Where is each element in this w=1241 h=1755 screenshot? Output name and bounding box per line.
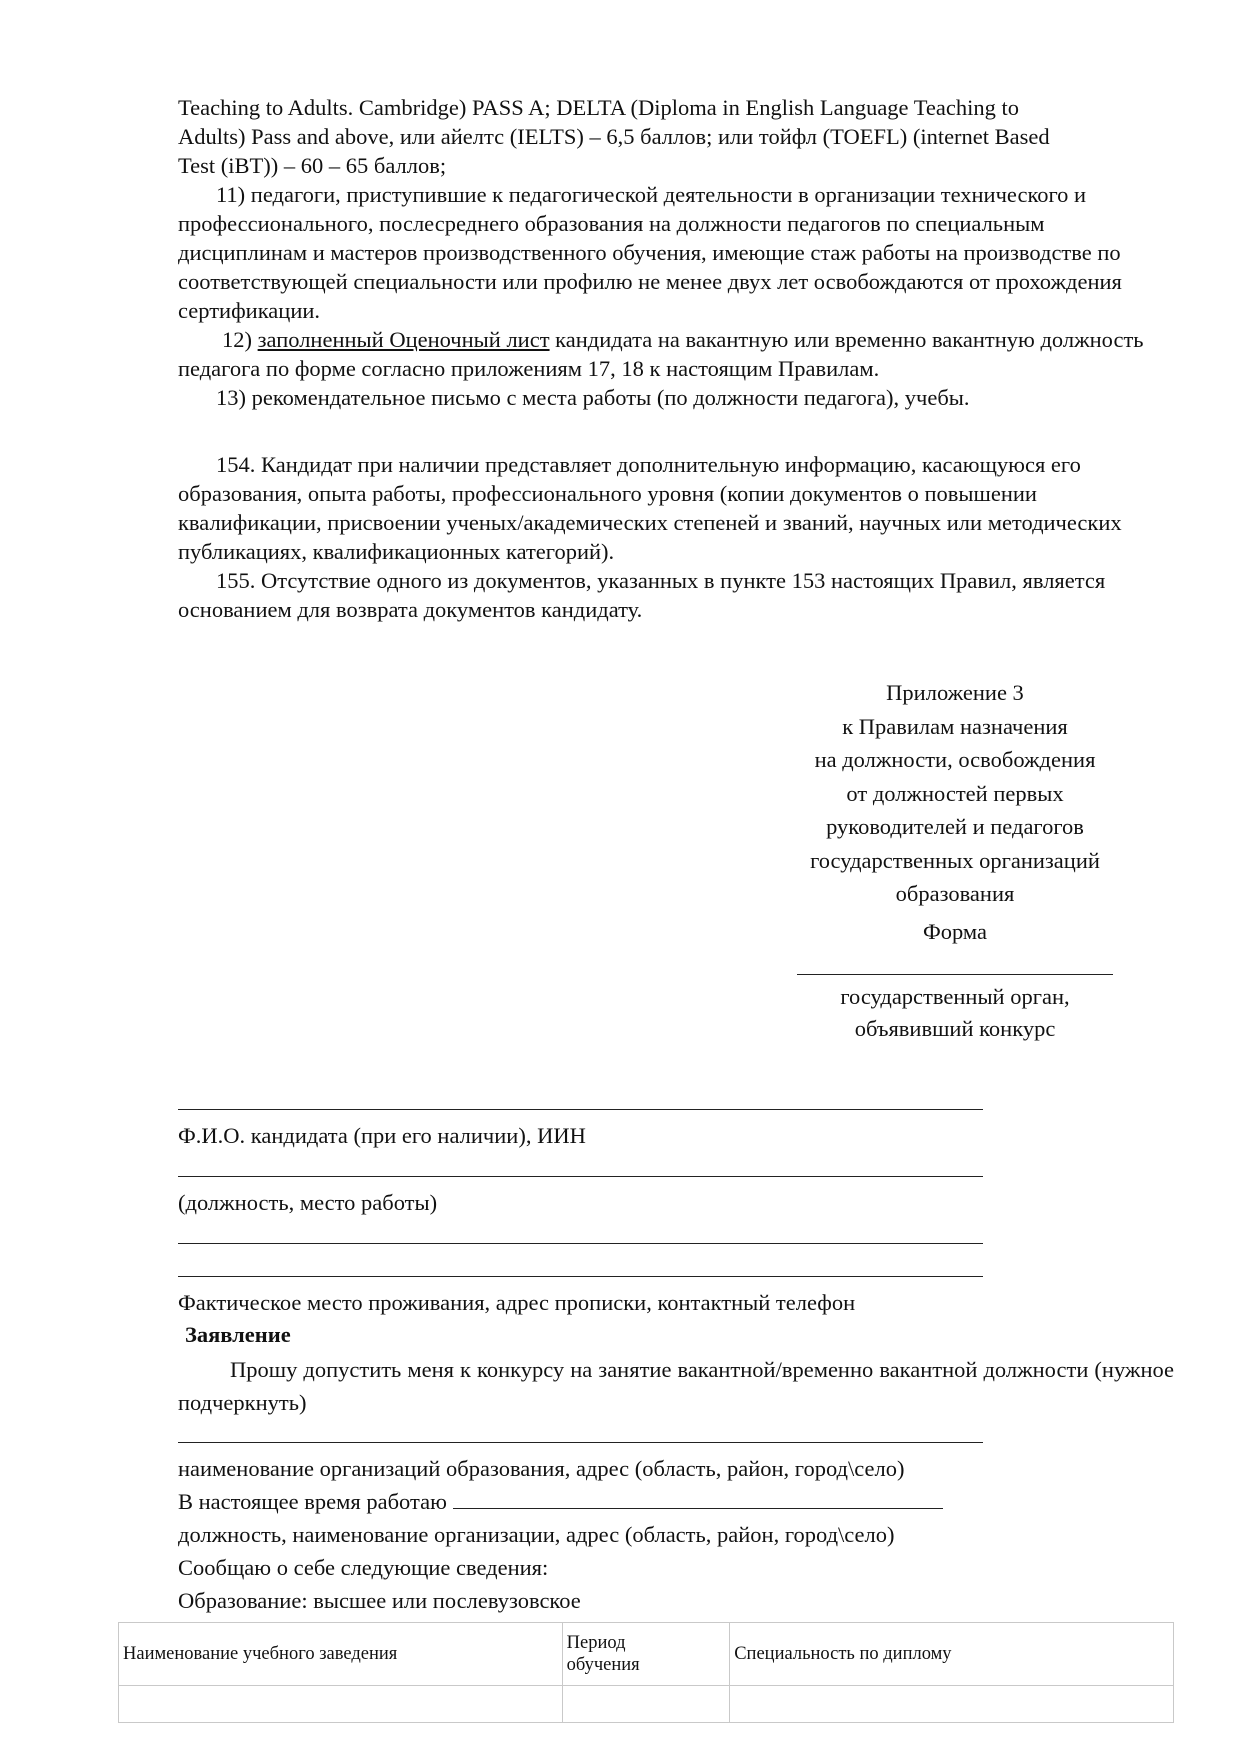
paragraph-154: 154. Кандидат при наличии представляет дополнительную информацию, касающуюся его образования, опыта работы, профессионального уровня (копии документов о повышении квалификации, присвоении ученых/академических степеней и званий, научных или методических публикациях, квалификационных категорий). [178, 452, 1122, 564]
address-blank-line[interactable] [178, 1243, 983, 1244]
table-header-row [119, 1623, 1174, 1686]
item-12-number: 12) [222, 327, 258, 352]
appendix-header [760, 676, 1150, 1045]
appendix-line: к Правилам назначения [842, 713, 1068, 739]
position-blank-line[interactable] [178, 1176, 983, 1177]
form-label: Форма [922, 918, 987, 944]
fio-blank-line[interactable] [178, 1109, 983, 1110]
text-line: Adults) Pass and above, или айелтс (IELTS) – 6,5 баллов; или тойфл (TOEFL) (internet Based [178, 124, 1050, 149]
requirements-list [178, 93, 1168, 412]
address-label: Фактическое место проживания, адрес прописки, контактный телефон [178, 1290, 856, 1315]
organization-blank-line[interactable] [178, 1442, 983, 1443]
header-period-line: обучения [566, 1655, 640, 1675]
item-11: 11) педагоги, приступившие к педагогической деятельности в организации технического и профессионального, послесреднего образования на должности педагогов по специальным дисциплинам и мастеров производственного обучения, имеющие стаж работы на производстве по соответствующей специальности или профилю не менее двух лет освобождаются от прохождения сертификации. [178, 182, 1122, 323]
period-cell[interactable] [562, 1686, 730, 1723]
appendix-line: Приложение 3 [886, 680, 1024, 705]
authority-caption: государственный орган, [840, 984, 1070, 1009]
authority-caption: объявивший конкурс [854, 1016, 1056, 1041]
education-table [118, 1622, 1174, 1723]
current-work-caption: должность, наименование организации, адрес (область, район, город\село) [178, 1522, 895, 1547]
table-row [119, 1686, 1174, 1723]
address-blank-line[interactable] [178, 1276, 983, 1277]
specialty-cell[interactable] [730, 1686, 1174, 1723]
current-work-label: В настоящее время работаю [178, 1489, 447, 1514]
current-work-blank-line[interactable] [453, 1490, 943, 1509]
appendix-line: руководителей и педагогов [826, 814, 1084, 839]
header-institution: Наименование учебного заведения [119, 1623, 563, 1686]
request-text: Прошу допустить меня к конкурсу на занятие вакантной/временно вакантной должности (нужное подчеркнуть) [178, 1357, 1174, 1415]
position-label: (должность, место работы) [178, 1190, 438, 1215]
item-13: 13) рекомендательное письмо с места работы (по должности педагога), учебы. [216, 385, 970, 410]
paragraphs-154-155 [178, 450, 1168, 624]
application-request [178, 1353, 1174, 1419]
education-label: Образование: высшее или послевузовское [178, 1588, 581, 1613]
header-period-line: Период [566, 1633, 626, 1653]
institution-cell[interactable] [119, 1686, 563, 1723]
evaluation-sheet-link[interactable]: заполненный Оценочный лист [257, 327, 550, 352]
fio-label: Ф.И.О. кандидата (при его наличии), ИИН [178, 1123, 586, 1148]
paragraph-155: 155. Отсутствие одного из документов, указанных в пункте 153 настоящих Правил, является основанием для возврата документов кандидату. [178, 568, 1106, 622]
current-work-row [178, 1489, 943, 1515]
appendix-line: образования [895, 881, 1015, 906]
authority-blank-line[interactable] [797, 960, 1113, 975]
application-heading: Заявление [185, 1322, 291, 1347]
item-12-text: кандидата на вакантную или временно вакантную должность педагога по форме согласно приложениям 17, 18 к настоящим Правилам. [178, 327, 1144, 381]
text-line: Teaching to Adults. Cambridge) PASS A; DELTA (Diploma in English Language Teaching to [178, 95, 1020, 120]
item-12 [178, 325, 1168, 383]
appendix-line: государственных организаций [810, 847, 1100, 873]
info-intro: Сообщаю о себе следующие сведения: [178, 1555, 549, 1580]
header-specialty: Специальность по диплому [730, 1623, 1174, 1686]
organization-label: наименование организаций образования, адрес (область, район, город\село) [178, 1456, 905, 1481]
text-line: Test (iBT)) – 60 – 65 баллов; [178, 153, 447, 178]
appendix-line: от должностей первых [846, 780, 1064, 806]
appendix-line: на должности, освобождения [814, 747, 1096, 772]
header-period [562, 1623, 730, 1686]
